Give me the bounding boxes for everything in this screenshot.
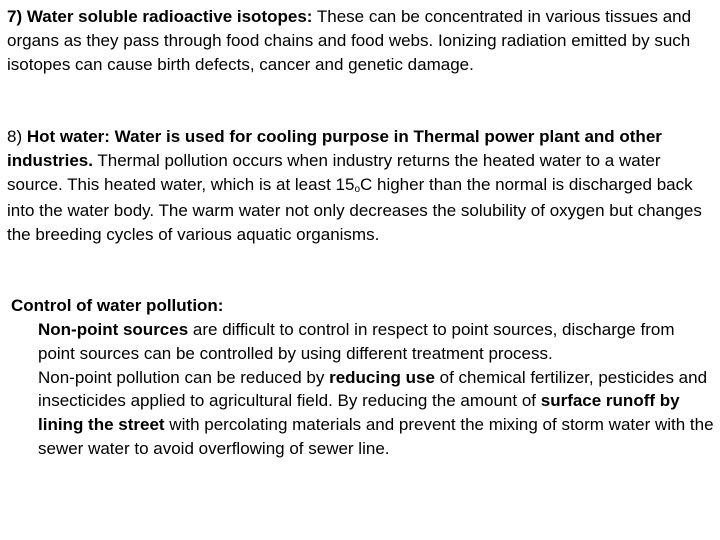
paragraph-control <box>38 318 714 461</box>
nonpoint-sources-text: are difficult to control in respect to point sources, discharge from point sources can be controlled by using different treatment process. <box>38 320 675 363</box>
hot-water-heading: Hot water: Water is used for cooling purpose in Thermal power plant and other industries. <box>7 127 662 170</box>
hot-water-text-1: Thermal pollution occurs when industry returns the heated water to a water source. This heated water, which is at least 15 <box>7 150 661 194</box>
degree-symbol: o <box>354 183 360 195</box>
paragraph-hot-water <box>7 125 713 247</box>
control-heading <box>11 294 223 318</box>
radioactive-isotopes-heading: 7) Water soluble radioactive isotopes: <box>7 7 313 26</box>
control-heading-text: Control of water pollution: <box>11 296 224 315</box>
hot-water-text-2: C higher than the normal is discharged back into the water body. The warm water not only decreases the solubility of oxygen but changes the breeding cycles of various aquatic organisms. <box>7 174 702 245</box>
nonpoint-sources-label: Non-point sources <box>38 320 189 339</box>
paragraph-radioactive-isotopes <box>7 5 713 76</box>
surface-runoff-bold: surface runoff by lining the street <box>38 391 680 435</box>
reducing-use-bold: reducing use <box>329 367 435 387</box>
hot-water-number: 8) <box>7 127 23 146</box>
reduce-mid-text: of chemical fertilizer, pesticides and insecticides applied to agricultural field. By reducing the amount of <box>38 367 708 411</box>
reduce-prefix-text: Non-point pollution can be reduced by <box>38 367 330 387</box>
reduce-end-text: with percolating materials and prevent the mixing of storm water with the sewer water to avoid overflowing of sewer line. <box>38 415 714 458</box>
radioactive-isotopes-text: These can be concentrated in various tissues and organs as they pass through food chains and food webs. Ionizing radiation emitted by such isotopes can cause birth defects, cancer and genetic damage. <box>7 7 692 74</box>
